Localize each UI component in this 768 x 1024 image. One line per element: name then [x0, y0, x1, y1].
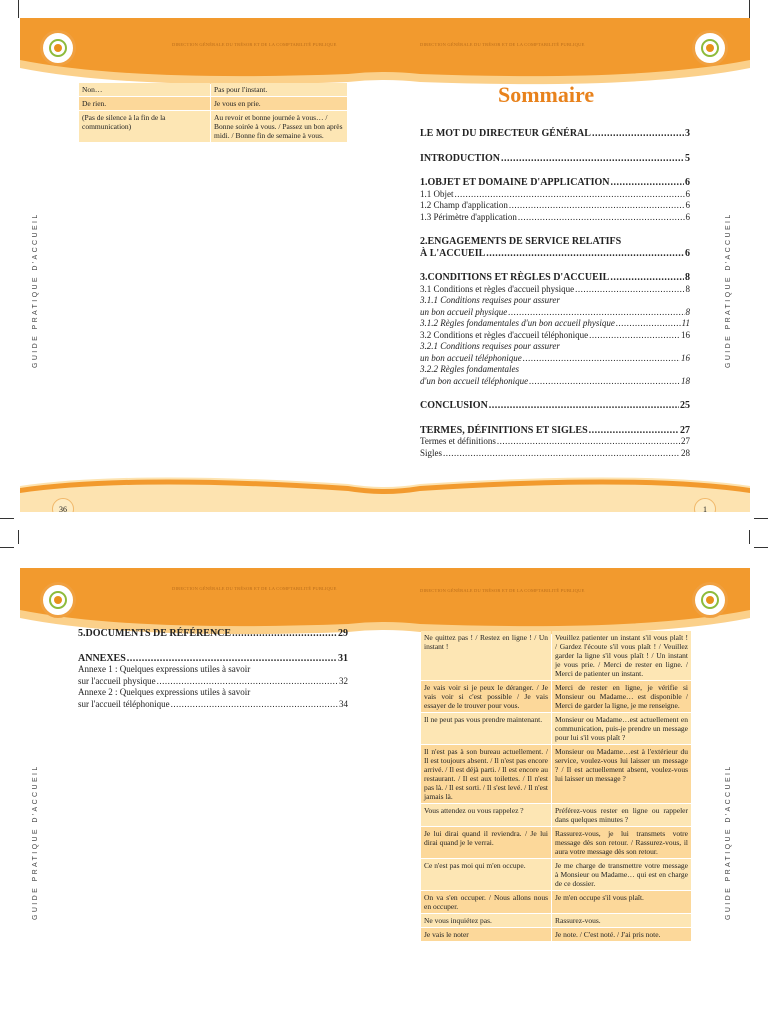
spread-bottom: [0, 512, 768, 1024]
toc-entry-label: 3.2 Conditions et règles d'accueil téléphonique: [420, 329, 589, 340]
toc-entry-page: 6: [685, 200, 690, 210]
table-cell: Au revoir et bonne journée à vous… / Bonne soirée à vous. / Passez un bon après midi. / Bonne fin de semaine à vous.: [211, 111, 347, 142]
toc-entry-label: 3.2.2 Règles fondamentales: [420, 364, 519, 374]
toc-entry-label: INTRODUCTION: [420, 152, 501, 164]
table-cell: De rien.: [79, 97, 210, 110]
table-cell: Préférez-vous rester en ligne ou rappeler dans quelques minutes ?: [552, 804, 691, 826]
toc-entry-page: 27: [681, 436, 690, 446]
toc-entry-page: 32: [339, 675, 348, 686]
table-cell: Je vais voir si je peux le déranger. / Je vais voir si c'est possible / Je vais essayer de le trouver pour vous.: [421, 681, 551, 712]
table-row: [421, 804, 691, 826]
table-cell: Pas pour l'instant.: [211, 83, 347, 96]
table-cell: Je me charge de transmettre votre message à Monsieur ou Madame… qui est en charge de ce dossier.: [552, 859, 691, 890]
table-cell: On va s'en occuper. / Nous allons nous en occuper.: [421, 891, 551, 913]
toc-entry-page: 25: [680, 400, 690, 411]
toc-entry-label: 3.2.1 Conditions requises pour assurer: [420, 341, 560, 351]
page-number: 1: [694, 498, 716, 512]
toc-entry-label: ANNEXES: [78, 652, 126, 664]
table-cell: Ne vous inquiétez pas.: [421, 914, 551, 927]
side-label: GUIDE PRATIQUE D'ACCUEIL: [725, 212, 732, 368]
toc-entry[interactable]: [78, 664, 348, 676]
toc-entry-page: 3: [685, 128, 690, 139]
table-row: [421, 631, 691, 680]
toc-entry-label: 2.ENGAGEMENTS DE SERVICE RELATIFS: [420, 236, 622, 247]
toc-entry-page: 18: [681, 375, 690, 386]
table-row: [421, 745, 691, 803]
table-row: [421, 681, 691, 712]
table-cell: Je vais le noter: [421, 928, 551, 941]
header-text: DIRECTION GÉNÉRALE DU TRÉSOR ET DE LA COMPTABILITÉ PUBLIQUE: [420, 588, 585, 593]
toc-entry-page: 8: [685, 272, 690, 283]
toc-entry-label: TERMES, DÉFINITIONS ET SIGLES: [420, 424, 588, 436]
toc-entry-page: 16: [681, 352, 690, 363]
toc-entry-label: Annexe 2 : Quelques expressions utiles à savoir: [78, 687, 251, 697]
toc-entry-label: sur l'accueil téléphonique: [78, 698, 170, 709]
toc-entry-label: un bon accueil téléphonique: [420, 352, 522, 363]
table-cell: Rassurez-vous.: [552, 914, 691, 927]
toc-entry-label: Annexe 1 : Quelques expressions utiles à savoir: [78, 664, 251, 674]
toc-entry[interactable]: [78, 628, 348, 640]
table-cell: Non…: [79, 83, 210, 96]
logo-icon: [692, 582, 728, 618]
table-cell: Je vous en prie.: [211, 97, 347, 110]
toc-entry-label: 3.1 Conditions et règles d'accueil physique: [420, 283, 575, 294]
table-row: [421, 928, 691, 941]
toc-entry[interactable]: [78, 653, 348, 665]
toc-leader: [171, 699, 338, 711]
table-cell: Vous attendez ou vous rappelez ?: [421, 804, 551, 826]
header-text: DIRECTION GÉNÉRALE DU TRÉSOR ET DE LA COMPTABILITÉ PUBLIQUE: [172, 42, 337, 47]
table-cell: Il ne peut pas vous prendre maintenant.: [421, 713, 551, 744]
toc-leader: [232, 628, 337, 640]
side-label: GUIDE PRATIQUE D'ACCUEIL: [32, 212, 39, 368]
toc-entry-label: 3.1.2 Règles fondamentales d'un bon accueil physique: [420, 318, 615, 328]
toc-entry-label: Sigles: [420, 447, 443, 458]
table-cell: (Pas de silence à la fin de la communication): [79, 111, 210, 142]
toc-entry-page: 27: [680, 424, 690, 436]
toc-entry-label: 1.2 Champ d'application: [420, 200, 508, 210]
toc-entry-page: 28: [681, 447, 690, 458]
toc-entry-label: 5.DOCUMENTS DE RÉFÉRENCE: [78, 628, 232, 639]
toc-entry-page: 6: [685, 177, 690, 188]
toc-entry-label: 1.OBJET ET DOMAINE D'APPLICATION: [420, 177, 610, 188]
toc-entry-label: 1.3 Périmètre d'application: [420, 211, 517, 222]
side-label: GUIDE PRATIQUE D'ACCUEIL: [32, 764, 39, 920]
table-of-contents: [78, 628, 348, 710]
table-cell: Rassurez-vous, je lui transmets votre message dès son retour. / Rassurez-vous, il aura votre message dès son retour.: [552, 827, 691, 858]
toc-entry-label: un bon accueil physique: [420, 306, 508, 317]
toc-entry-page: 8: [685, 283, 690, 294]
expressions-table: [420, 630, 692, 942]
table-cell: Je m'en occupe s'il vous plaît.: [552, 891, 691, 913]
table-cell: Veuillez patienter un instant s'il vous plaît ! / Gardez l'écoute s'il vous plaît ! / Veuillez garder la ligne s'il vous plaît ! / Un instant je vous prie. / Merci de rester en ligne. / Merci de patienter un instant.: [552, 631, 691, 680]
toc-entry[interactable]: [78, 699, 348, 711]
toc-entry-label: d'un bon accueil téléphonique: [420, 375, 529, 386]
table-row: [421, 713, 691, 744]
toc-entry-page: 29: [338, 628, 348, 639]
toc-leader: [127, 653, 337, 665]
toc-entry[interactable]: [78, 676, 348, 688]
header-text: DIRECTION GÉNÉRALE DU TRÉSOR ET DE LA COMPTABILITÉ PUBLIQUE: [420, 42, 585, 47]
page-title: Sommaire: [498, 82, 595, 107]
table-cell: Il n'est pas à son bureau actuellement. / Il est toujours absent. / Il n'est pas encore arrivé. / Il est déjà parti. / Il est encore au restaurant. / Il est aux toilettes. / Il n'est pas là. / Il est sorti. / Il s'est levé. / Il n'est jamais là.: [421, 745, 551, 803]
toc-entry-label: LE MOT DU DIRECTEUR GÉNÉRAL: [420, 128, 591, 139]
toc-entry-label: CONCLUSION: [420, 400, 488, 411]
header-text: DIRECTION GÉNÉRALE DU TRÉSOR ET DE LA COMPTABILITÉ PUBLIQUE: [172, 586, 337, 591]
table-cell: Ce n'est pas moi qui m'en occupe.: [421, 859, 551, 890]
toc-entry-page: 6: [685, 211, 690, 222]
toc-entry-page: 8: [685, 306, 690, 317]
table-cell: Merci de rester en ligne, je vérifie si Monsieur ou Madame… est disponible / Merci de garder la ligne, je me renseigne.: [552, 681, 691, 712]
table-cell: Ne quittez pas ! / Restez en ligne ! / Un instant !: [421, 631, 551, 680]
toc-entry-page: 5: [685, 152, 690, 164]
toc-entry-page: 11: [681, 318, 690, 328]
toc-entry-page: 6: [685, 247, 690, 259]
toc-entry-page: 16: [681, 329, 690, 340]
table-row: [421, 827, 691, 858]
toc-entry-label: 3.1.1 Conditions requises pour assurer: [420, 295, 560, 305]
table-row: [421, 859, 691, 890]
table-cell: Je note. / C'est noté. / J'ai pris note.: [552, 928, 691, 941]
table-row: [421, 891, 691, 913]
toc-entry-page: 34: [339, 698, 348, 709]
table-row: [421, 914, 691, 927]
page-number: 36: [52, 498, 74, 512]
toc-entry-label: 1.1 Objet: [420, 188, 454, 199]
toc-entry-label: À L'ACCUEIL: [420, 247, 486, 259]
side-label: GUIDE PRATIQUE D'ACCUEIL: [725, 764, 732, 920]
table-cell: Je lui dirai quand il reviendra. / Je lui dirai quand je le verrai.: [421, 827, 551, 858]
toc-entry-label: Termes et définitions: [420, 436, 496, 446]
toc-entry[interactable]: [78, 687, 348, 699]
logo-icon: [40, 582, 76, 618]
table-cell: Monsieur ou Madame…est actuellement en communication, puis-je prendre un message pour lui s'il vous plaît ?: [552, 713, 691, 744]
table-cell: Monsieur ou Madame…est à l'extérieur du service, voulez-vous lui laisser un message ? / Il est actuellement absent, voulez-vous lui laisser un message ?: [552, 745, 691, 803]
toc-entry-page: 6: [685, 188, 690, 199]
toc-entry-label: sur l'accueil physique: [78, 675, 156, 686]
toc-entry-page: 31: [338, 652, 348, 664]
toc-entry-label: 3.CONDITIONS ET RÈGLES D'ACCUEIL: [420, 272, 610, 283]
toc-leader: [157, 676, 338, 688]
header-band: [0, 512, 768, 642]
